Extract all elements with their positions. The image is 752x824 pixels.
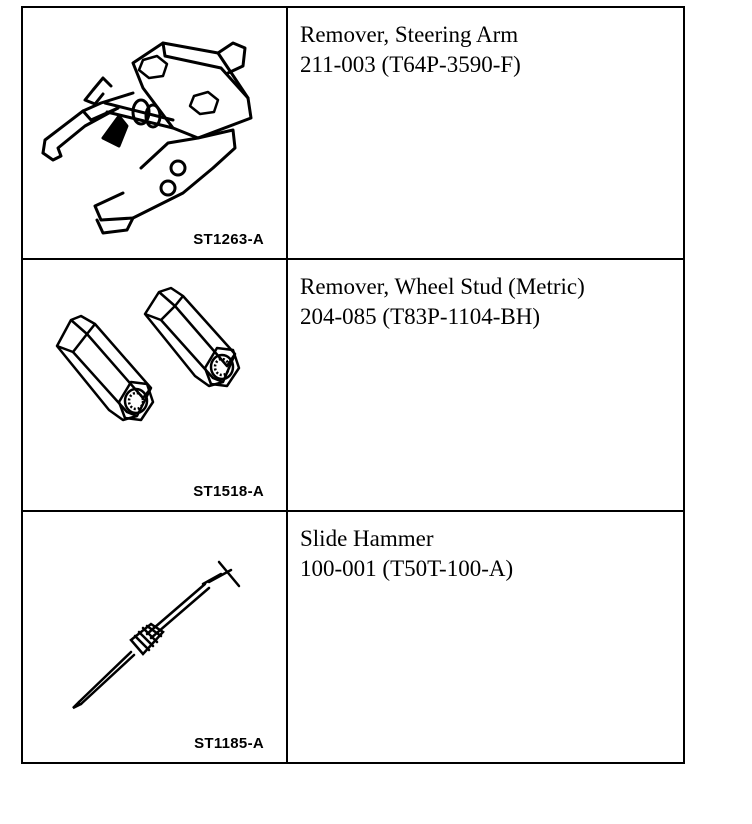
tool-part-number: 204-085 (T83P-1104-BH) — [300, 304, 540, 329]
tool-description-cell — [287, 511, 684, 763]
tool-name: Remover, Wheel Stud (Metric) — [300, 274, 585, 299]
table-row — [22, 511, 684, 763]
special-tools-table — [21, 6, 685, 764]
tool-name: Remover, Steering Arm — [300, 22, 519, 47]
tool-image-cell — [22, 7, 287, 259]
table-row — [22, 7, 684, 259]
tool-name: Slide Hammer — [300, 526, 434, 551]
tool-part-number: 211-003 (T64P-3590-F) — [300, 52, 521, 77]
illustration-code: ST1263-A — [193, 231, 264, 248]
wheel-stud-remover-drawing — [23, 260, 286, 510]
table-row — [22, 259, 684, 511]
slide-hammer-drawing — [23, 512, 286, 762]
tool-image-cell — [22, 259, 287, 511]
tool-description-cell — [287, 7, 684, 259]
tool-image-cell — [22, 511, 287, 763]
steering-arm-remover-drawing — [23, 8, 286, 258]
tool-description-cell — [287, 259, 684, 511]
illustration-code: ST1518-A — [193, 483, 264, 500]
illustration-code: ST1185-A — [194, 735, 264, 752]
tool-part-number: 100-001 (T50T-100-A) — [300, 556, 514, 581]
